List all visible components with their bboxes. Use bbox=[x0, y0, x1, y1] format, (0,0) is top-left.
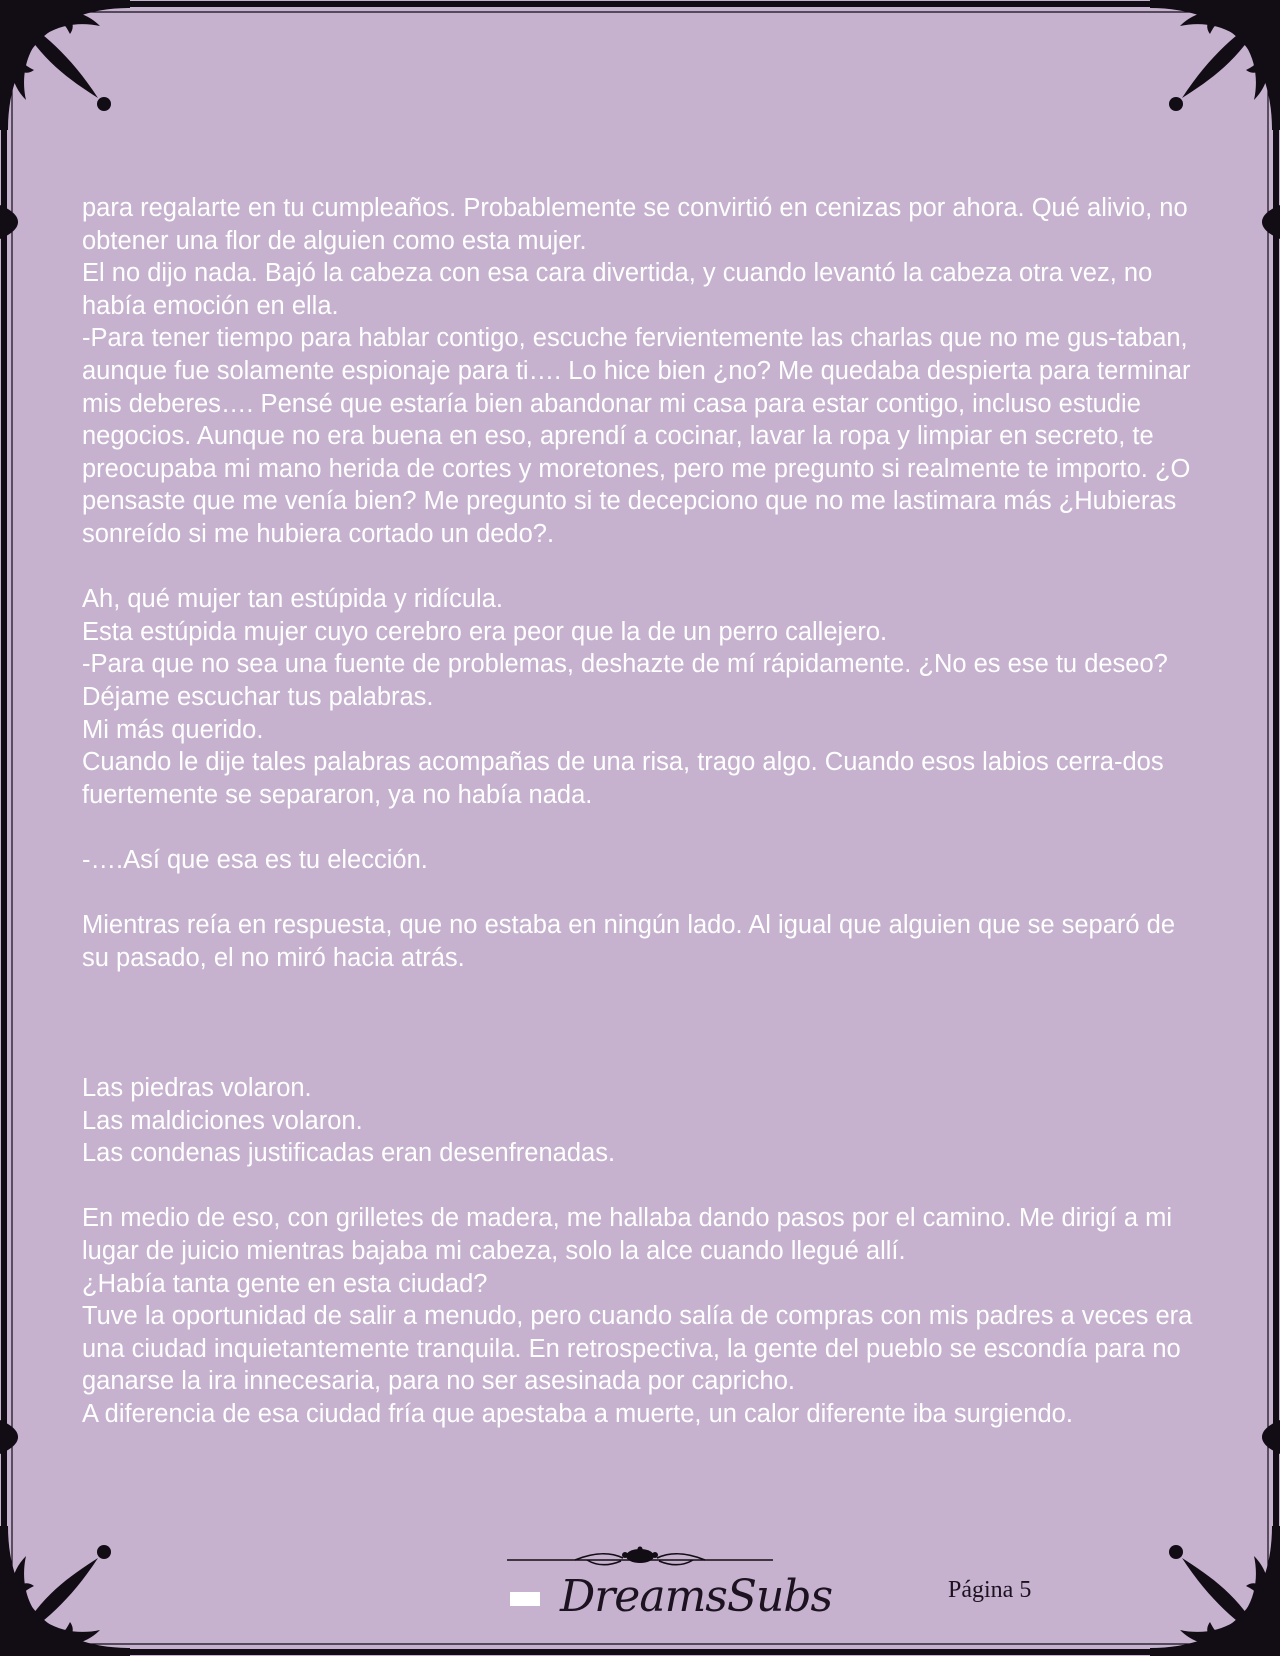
page-number: Página 5 bbox=[948, 1577, 1032, 1603]
paragraph: El no dijo nada. Bajó la cabeza con esa cara divertida, y cuando levantó la cabeza otra vez, no había emoción en ella. bbox=[82, 259, 1153, 320]
paragraph: Ah, qué mujer tan estúpida y ridícula. bbox=[82, 585, 503, 614]
footer-logo bbox=[510, 1568, 832, 1624]
crown-flourish-icon bbox=[505, 1546, 775, 1570]
paragraph: para regalarte en tu cumpleaños. Probablemente se convirtió en cenizas por ahora. Qué alivio, no obtener una flor de alguien como esta mujer. bbox=[82, 194, 1188, 255]
fleur-de-lis-corner-icon bbox=[0, 0, 130, 130]
side-notch-icon bbox=[1258, 205, 1280, 239]
side-notch-icon bbox=[0, 205, 22, 239]
paragraph: Las piedras volaron. bbox=[82, 1074, 312, 1103]
paragraph: -Para que no sea una fuente de problemas, deshazte de mí rápidamente. ¿No es ese tu deseo? Déjame escuchar tus palabras. bbox=[82, 650, 1168, 711]
side-notch-icon bbox=[0, 1420, 22, 1454]
paragraph: -….Así que esa es tu elección. bbox=[82, 845, 428, 874]
fleur-de-lis-corner-icon bbox=[1150, 1526, 1280, 1656]
section-spacer bbox=[82, 974, 1202, 1072]
logo-text: DreamsSubs bbox=[560, 1570, 833, 1622]
paragraph-spacer bbox=[82, 811, 1202, 844]
paragraph: -Para tener tiempo para hablar contigo, escuche fervientemente las charlas que no me gus-taban, aunque fue solamente espionaje para ti…. Lo hice bien ¿no? Me quedaba despierta para terminar mis deberes…. Pensé que estaría bien abandonar mi casa para estar contigo, incluso estudie negocios. Aunque no era buena en eso, aprendí a cocinar, lavar la ropa y limpiar en secreto, te preocupaba mi mano herida de cortes y moretones, pero me pregunto si realmente te importo. ¿O pensaste que me venía bien? Me pregunto si te decepciono que no me lastimara más ¿Hubieras sonreído si me hubiera cortado un dedo?. bbox=[82, 324, 1191, 548]
paragraph-spacer bbox=[82, 876, 1202, 909]
paragraph: A diferencia de esa ciudad fría que apestaba a muerte, un calor diferente iba surgiendo. bbox=[82, 1399, 1073, 1428]
fleur-de-lis-corner-icon bbox=[0, 1526, 130, 1656]
paragraph: Mi más querido. bbox=[82, 715, 264, 744]
fleur-de-lis-corner-icon bbox=[1150, 0, 1280, 130]
logo-bar bbox=[510, 1592, 540, 1606]
paragraph: Mientras reía en respuesta, que no estaba en ningún lado. Al igual que alguien que se separó de su pasado, el no miró hacia atrás. bbox=[82, 911, 1176, 972]
paragraph: Tuve la oportunidad de salir a menudo, pero cuando salía de compras con mis padres a veces era una ciudad inquietantemente tranquila. En retrospectiva, la gente del pueblo se escondía para no ganarse la ira innecesaria, para no ser asesinada por capricho. bbox=[82, 1302, 1193, 1396]
paragraph: ¿Había tanta gente en esta ciudad? bbox=[82, 1269, 488, 1298]
paragraph-spacer bbox=[82, 551, 1202, 584]
document-body bbox=[82, 192, 1202, 1431]
paragraph: Las maldiciones volaron. bbox=[82, 1106, 363, 1135]
paragraph: Cuando le dije tales palabras acompañas de una risa, trago algo. Cuando esos labios cerra-dos fuertemente se separaron, ya no había nada. bbox=[82, 748, 1164, 809]
paragraph: En medio de eso, con grilletes de madera, me hallaba dando pasos por el camino. Me dirigí a mi lugar de juicio mientras bajaba mi cabeza, solo la alce cuando llegué allí. bbox=[82, 1204, 1173, 1266]
paragraph: Las condenas justificadas eran desenfrenadas. bbox=[82, 1139, 616, 1168]
side-notch-icon bbox=[1258, 1420, 1280, 1454]
paragraph: Esta estúpida mujer cuyo cerebro era peor que la de un perro callejero. bbox=[82, 617, 888, 646]
paragraph-spacer bbox=[82, 1170, 1202, 1203]
